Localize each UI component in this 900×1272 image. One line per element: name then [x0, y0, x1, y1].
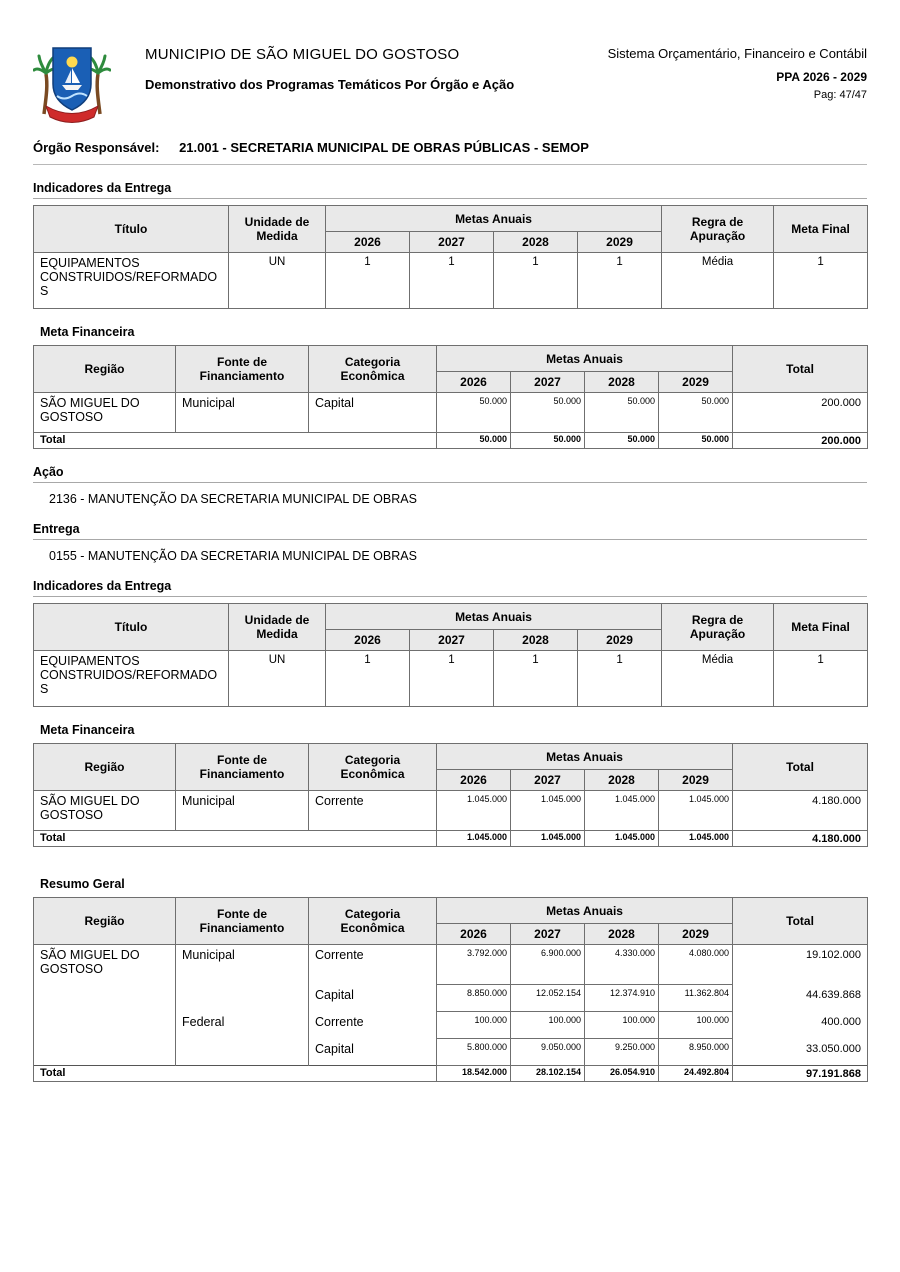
total-2029: 24.492.804 — [659, 1066, 733, 1082]
cell-2026: 50.000 — [437, 393, 511, 433]
indicator-row — [34, 253, 868, 309]
total-2028: 50.000 — [585, 433, 659, 449]
report-title: Demonstrativo dos Programas Temáticos Por Órgão e Ação — [145, 77, 515, 92]
year-2027-header: 2027 — [511, 770, 585, 791]
year-2027-header: 2027 — [410, 630, 494, 651]
section-acao: Ação — [33, 465, 867, 483]
cell-2028: 1.045.000 — [585, 791, 659, 831]
cell-meta-2027: 1 — [410, 651, 494, 707]
cell-2028: 4.330.000 — [585, 945, 659, 985]
total-2028: 1.045.000 — [585, 831, 659, 847]
total-grand: 4.180.000 — [733, 831, 868, 847]
cell-titulo: EQUIPAMENTOS CONSTRUIDOS/REFORMADOS — [34, 651, 229, 707]
cell-2027: 9.050.000 — [511, 1039, 585, 1066]
section-indicadores-entrega-1: Indicadores da Entrega — [33, 181, 867, 199]
indicator-table-2 — [33, 603, 868, 707]
cell-regiao — [34, 1039, 176, 1066]
cell-fonte: Municipal — [176, 393, 309, 433]
cell-regra: Média — [662, 253, 774, 309]
year-2028-header: 2028 — [585, 924, 659, 945]
cell-fonte — [176, 985, 309, 1012]
financial-header-row — [34, 898, 868, 924]
total-grand: 97.191.868 — [733, 1066, 868, 1082]
cell-2026: 8.850.000 — [437, 985, 511, 1012]
acao-value: 2136 - MANUTENÇÃO DA SECRETARIA MUNICIPAL DE OBRAS — [49, 492, 417, 506]
cell-meta-2027: 1 — [410, 253, 494, 309]
cell-2029: 8.950.000 — [659, 1039, 733, 1066]
cell-meta-2026: 1 — [326, 253, 410, 309]
cell-fonte: Federal — [176, 1012, 309, 1039]
cell-unidade: UN — [229, 651, 326, 707]
cell-2029: 1.045.000 — [659, 791, 733, 831]
cell-regra: Média — [662, 651, 774, 707]
indicator-header-row — [34, 604, 868, 630]
indicator-header-row — [34, 206, 868, 232]
cell-2026: 1.045.000 — [437, 791, 511, 831]
divider — [33, 164, 867, 165]
cell-2028: 12.374.910 — [585, 985, 659, 1012]
total-grand: 200.000 — [733, 433, 868, 449]
cell-2026: 100.000 — [437, 1012, 511, 1039]
cell-total: 33.050.000 — [733, 1039, 868, 1066]
financial-row — [34, 791, 868, 831]
year-2027-header: 2027 — [410, 232, 494, 253]
total-2027: 50.000 — [511, 433, 585, 449]
financial-row — [34, 393, 868, 433]
categoria-column-header: Categoria Econômica — [309, 898, 437, 945]
cell-2027: 12.052.154 — [511, 985, 585, 1012]
cell-categoria: Capital — [309, 1039, 437, 1066]
cell-2027: 1.045.000 — [511, 791, 585, 831]
total-2028: 26.054.910 — [585, 1066, 659, 1082]
organ-value: 21.001 - SECRETARIA MUNICIPAL DE OBRAS PÚBLICAS - SEMOP — [179, 140, 589, 155]
cell-fonte: Municipal — [176, 945, 309, 985]
year-2026-header: 2026 — [326, 232, 410, 253]
unidade-column-header: Unidade de Medida — [229, 604, 326, 651]
regiao-column-header: Região — [34, 898, 176, 945]
cell-fonte: Municipal — [176, 791, 309, 831]
year-2026-header: 2026 — [326, 630, 410, 651]
total-label: Total — [34, 1066, 437, 1082]
cell-total: 400.000 — [733, 1012, 868, 1039]
cell-categoria: Corrente — [309, 791, 437, 831]
ppa-period: PPA 2026 - 2029 — [776, 70, 867, 84]
cell-meta-2029: 1 — [578, 253, 662, 309]
total-row — [34, 433, 868, 449]
cell-meta-2028: 1 — [494, 651, 578, 707]
cell-2027: 6.900.000 — [511, 945, 585, 985]
metas-anuais-header: Metas Anuais — [437, 744, 733, 770]
cell-2027: 100.000 — [511, 1012, 585, 1039]
resumo-row-3 — [34, 1012, 868, 1039]
year-2028-header: 2028 — [585, 372, 659, 393]
organ-row — [33, 140, 867, 155]
cell-total: 44.639.868 — [733, 985, 868, 1012]
cell-categoria: Corrente — [309, 1012, 437, 1039]
regra-column-header: Regra de Apuração — [662, 206, 774, 253]
titulo-column-header: Título — [34, 604, 229, 651]
financial-header-row — [34, 744, 868, 770]
year-2028-header: 2028 — [494, 232, 578, 253]
year-2029-header: 2029 — [659, 372, 733, 393]
total-row — [34, 1066, 868, 1082]
meta-final-column-header: Meta Final — [774, 604, 868, 651]
total-label: Total — [34, 831, 437, 847]
fonte-column-header: Fonte de Financiamento — [176, 744, 309, 791]
year-2026-header: 2026 — [437, 770, 511, 791]
year-2028-header: 2028 — [585, 770, 659, 791]
year-2028-header: 2028 — [494, 630, 578, 651]
total-2027: 28.102.154 — [511, 1066, 585, 1082]
page-number: Pag: 47/47 — [813, 89, 867, 101]
total-2027: 1.045.000 — [511, 831, 585, 847]
header-titles — [145, 40, 514, 92]
cell-categoria: Capital — [309, 985, 437, 1012]
cell-regiao — [34, 1012, 176, 1039]
cell-regiao — [34, 985, 176, 1012]
regiao-column-header: Região — [34, 346, 176, 393]
cell-2028: 9.250.000 — [585, 1039, 659, 1066]
cell-meta-2026: 1 — [326, 651, 410, 707]
cell-total: 19.102.000 — [733, 945, 868, 985]
meta-financeira-table-1 — [33, 345, 868, 449]
cell-regiao: SÃO MIGUEL DO GOSTOSO — [34, 791, 176, 831]
cell-total: 4.180.000 — [733, 791, 868, 831]
year-2027-header: 2027 — [511, 924, 585, 945]
regra-column-header: Regra de Apuração — [662, 604, 774, 651]
total-column-header: Total — [733, 346, 868, 393]
resumo-row-2 — [34, 985, 868, 1012]
year-2026-header: 2026 — [437, 924, 511, 945]
resumo-row-4 — [34, 1039, 868, 1066]
cell-2026: 3.792.000 — [437, 945, 511, 985]
total-label: Total — [34, 433, 437, 449]
section-meta-financeira-1: Meta Financeira — [40, 325, 135, 339]
cell-titulo: EQUIPAMENTOS CONSTRUIDOS/REFORMADOS — [34, 253, 229, 309]
cell-categoria: Corrente — [309, 945, 437, 985]
total-column-header: Total — [733, 898, 868, 945]
resumo-row-1 — [34, 945, 868, 985]
cell-fonte — [176, 1039, 309, 1066]
financial-header-row — [34, 346, 868, 372]
system-name: Sistema Orçamentário, Financeiro e Contábil — [607, 46, 867, 61]
section-meta-financeira-2: Meta Financeira — [40, 723, 135, 737]
cell-regiao: SÃO MIGUEL DO GOSTOSO — [34, 945, 176, 985]
unidade-column-header: Unidade de Medida — [229, 206, 326, 253]
coat-of-arms-logo — [33, 40, 111, 128]
municipality-name: MUNICIPIO DE SÃO MIGUEL DO GOSTOSO — [145, 46, 460, 63]
metas-anuais-header: Metas Anuais — [326, 206, 662, 232]
year-2029-header: 2029 — [578, 232, 662, 253]
cell-2028: 100.000 — [585, 1012, 659, 1039]
total-2029: 1.045.000 — [659, 831, 733, 847]
year-2029-header: 2029 — [578, 630, 662, 651]
cell-2027: 50.000 — [511, 393, 585, 433]
section-indicadores-entrega-2: Indicadores da Entrega — [33, 579, 867, 597]
indicator-row — [34, 651, 868, 707]
cell-meta-final: 1 — [774, 651, 868, 707]
organ-label: Órgão Responsável: — [33, 140, 160, 155]
total-2026: 18.542.000 — [437, 1066, 511, 1082]
document-header — [33, 40, 867, 128]
cell-2029: 50.000 — [659, 393, 733, 433]
titulo-column-header: Título — [34, 206, 229, 253]
cell-2029: 11.362.804 — [659, 985, 733, 1012]
cell-2029: 100.000 — [659, 1012, 733, 1039]
cell-categoria: Capital — [309, 393, 437, 433]
cell-meta-final: 1 — [774, 253, 868, 309]
cell-unidade: UN — [229, 253, 326, 309]
meta-final-column-header: Meta Final — [774, 206, 868, 253]
meta-financeira-table-2 — [33, 743, 868, 847]
cell-2026: 5.800.000 — [437, 1039, 511, 1066]
total-column-header: Total — [733, 744, 868, 791]
cell-total: 200.000 — [733, 393, 868, 433]
fonte-column-header: Fonte de Financiamento — [176, 346, 309, 393]
metas-anuais-header: Metas Anuais — [437, 346, 733, 372]
cell-meta-2028: 1 — [494, 253, 578, 309]
total-2026: 50.000 — [437, 433, 511, 449]
resumo-geral-table — [33, 897, 868, 1082]
total-row — [34, 831, 868, 847]
total-2026: 1.045.000 — [437, 831, 511, 847]
year-2029-header: 2029 — [659, 924, 733, 945]
fonte-column-header: Fonte de Financiamento — [176, 898, 309, 945]
year-2027-header: 2027 — [511, 372, 585, 393]
header-meta — [608, 40, 867, 101]
section-resumo-geral: Resumo Geral — [40, 877, 125, 891]
cell-meta-2029: 1 — [578, 651, 662, 707]
metas-anuais-header: Metas Anuais — [326, 604, 662, 630]
regiao-column-header: Região — [34, 744, 176, 791]
indicator-table-1 — [33, 205, 868, 309]
metas-anuais-header: Metas Anuais — [437, 898, 733, 924]
year-2026-header: 2026 — [437, 372, 511, 393]
cell-regiao: SÃO MIGUEL DO GOSTOSO — [34, 393, 176, 433]
categoria-column-header: Categoria Econômica — [309, 744, 437, 791]
categoria-column-header: Categoria Econômica — [309, 346, 437, 393]
cell-2029: 4.080.000 — [659, 945, 733, 985]
entrega-value: 0155 - MANUTENÇÃO DA SECRETARIA MUNICIPAL DE OBRAS — [49, 549, 417, 563]
year-2029-header: 2029 — [659, 770, 733, 791]
total-2029: 50.000 — [659, 433, 733, 449]
section-entrega: Entrega — [33, 522, 867, 540]
cell-2028: 50.000 — [585, 393, 659, 433]
